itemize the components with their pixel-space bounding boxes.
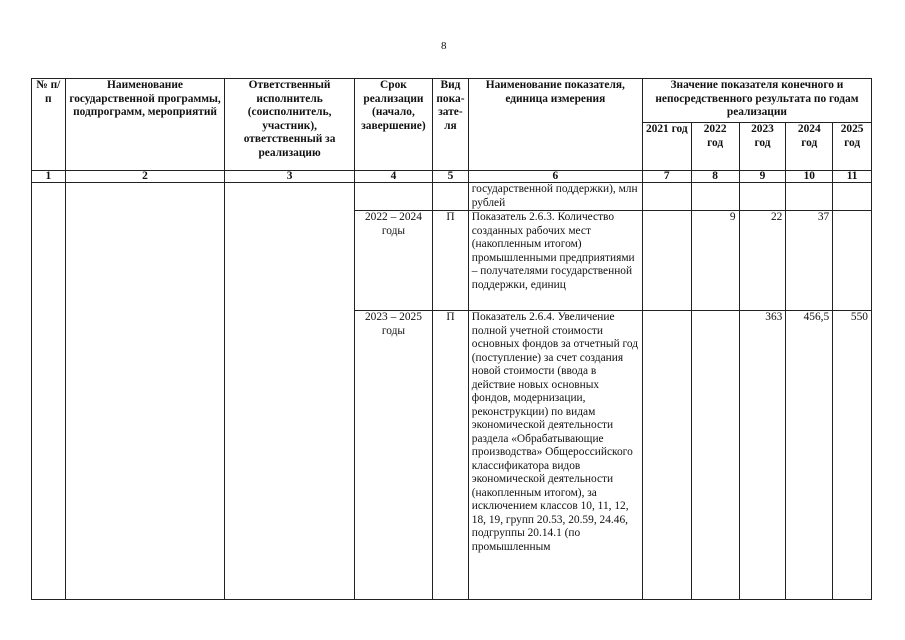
value-2023: 22 — [739, 211, 786, 311]
value-2025 — [833, 211, 872, 311]
period-cell: 2022 – 2024 годы — [354, 211, 432, 311]
period-cell — [354, 183, 432, 211]
value-2021 — [642, 183, 691, 211]
column-numbers-row — [32, 171, 872, 183]
header-period: Срок реализации (начало, завершение) — [354, 79, 432, 171]
column-number: 2 — [65, 171, 225, 183]
value-2022: 9 — [691, 211, 739, 311]
column-number: 11 — [833, 171, 872, 183]
header-executor: Ответственный исполнитель (соисполнитель, участник), ответственный за реализацию — [225, 79, 354, 171]
header-year-2025: 2025 год — [833, 123, 872, 171]
indicator-name-cell: государственной поддержки), млн рублей — [468, 183, 642, 211]
indicator-kind-cell: П — [433, 311, 469, 600]
period-cell: 2023 – 2025 годы — [354, 311, 432, 600]
value-2023: 363 — [739, 311, 786, 600]
value-2025: 550 — [833, 311, 872, 600]
value-2021 — [642, 311, 691, 600]
header-values-group: Значение показателя конечного и непосредственного результата по годам реализации — [642, 79, 871, 123]
table-row — [32, 183, 872, 211]
indicator-kind-cell — [433, 183, 469, 211]
indicator-name-cell: Показатель 2.6.4. Увеличение полной учетной стоимости основных фондов за отчетный год (поступление) за счет создания новой стоимости (ввода в действие новых основных фондов, модернизации, реконструкции) по видам экономической деятельности раздела «Обрабатывающие производства» Общероссийского классификатора видов экономической деятельности (накопленным итогом), за исключением классов 10, 11, 12, 18, 19, групп 20.53, 20.59, 24.46, подгруппы 20.14.1 (по промышленным — [468, 311, 642, 600]
indicator-name-cell: Показатель 2.6.3. Количество созданных рабочих мест (накопленным итогом) промышленными предприятиями – получателями государственной поддержки, единиц — [468, 211, 642, 311]
column-number: 9 — [739, 171, 786, 183]
header-indicator-kind: Вид пока-зате-ля — [433, 79, 469, 171]
value-2022 — [691, 311, 739, 600]
value-2021 — [642, 211, 691, 311]
header-program-name: Наименование государственной программы, подпрограмм, мероприятий — [65, 79, 225, 171]
page-number: 8 — [441, 40, 447, 52]
value-2024: 456,5 — [786, 311, 833, 600]
program-name-cell — [65, 183, 225, 600]
column-number: 8 — [691, 171, 739, 183]
header-year-2021: 2021 год — [642, 123, 691, 171]
column-number: 7 — [642, 171, 691, 183]
column-number: 1 — [32, 171, 66, 183]
value-2023 — [739, 183, 786, 211]
header-number: № п/п — [32, 79, 66, 171]
column-number: 4 — [354, 171, 432, 183]
executor-cell — [225, 183, 354, 600]
column-number: 3 — [225, 171, 354, 183]
header-indicator-name: Наименование показателя, единица измерения — [468, 79, 642, 171]
header-year-2023: 2023 год — [739, 123, 786, 171]
row-number-cell — [32, 183, 66, 600]
indicator-kind-cell: П — [433, 211, 469, 311]
value-2024 — [786, 183, 833, 211]
indicators-table — [31, 78, 872, 600]
value-2022 — [691, 183, 739, 211]
header-year-2022: 2022 год — [691, 123, 739, 171]
header-year-2024: 2024 год — [786, 123, 833, 171]
value-2025 — [833, 183, 872, 211]
column-number: 6 — [468, 171, 642, 183]
column-number: 5 — [433, 171, 469, 183]
column-number: 10 — [786, 171, 833, 183]
value-2024: 37 — [786, 211, 833, 311]
